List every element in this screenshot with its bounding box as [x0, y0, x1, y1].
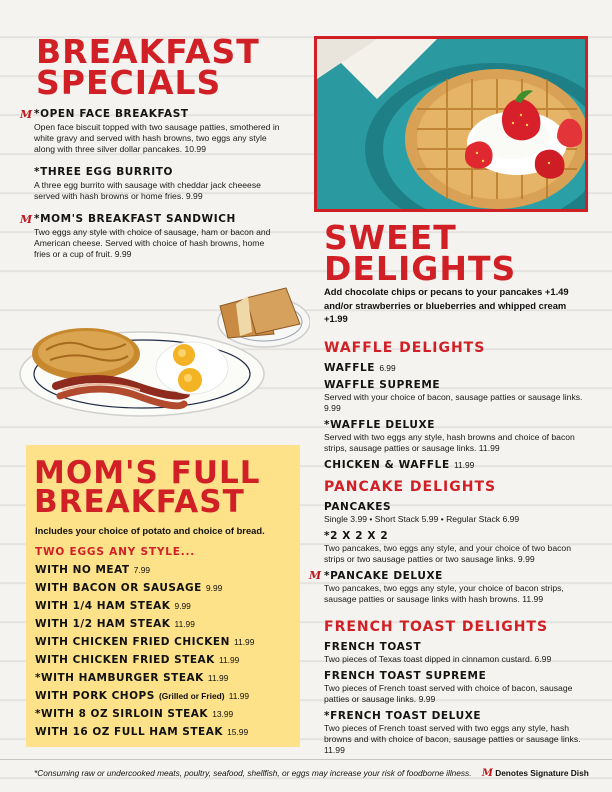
item-name: CHICKEN & WAFFLE [324, 459, 450, 471]
item-price: 11.99 [228, 691, 250, 701]
item-price: 11.99 [218, 655, 240, 665]
item-name: WITH 1/2 HAM STEAK [35, 618, 171, 630]
item-name-line [324, 670, 586, 682]
moms-full-breakfast-title [34, 455, 261, 521]
item-desc: A three egg burrito with sausage with cheddar jack cheeese served with hash browns or home fries. 9.99 [34, 180, 261, 201]
full-breakfast-item [35, 561, 295, 579]
item-desc: Two pancakes, two eggs any style, and your choice of two bacon strips or two sausage patties or two sausage links. 9.99 [324, 543, 571, 564]
waffle-photo [314, 36, 588, 212]
item-name-line [324, 710, 586, 722]
item-name-line [324, 379, 586, 391]
item-price: 15.99 [227, 727, 249, 737]
item-desc: Two pancakes, two eggs any style, your choice of bacon strips, sausage patties or sausage links with hash browns. 11.99 [324, 583, 564, 604]
item-name-line [324, 530, 586, 542]
item-desc: Two pieces of French toast served with two eggs any style, hash browns and with choice of bacon, sausage patties or sausage links. 11.99 [324, 723, 581, 755]
item-name: *FRENCH TOAST DELUXE [324, 710, 482, 722]
item-name: WITH CHICKEN FRIED CHICKEN [35, 636, 230, 648]
title-line: SPECIALS [36, 63, 222, 103]
item-desc: Served with your choice of bacon, sausage patties or sausage links. 9.99 [324, 392, 583, 413]
item-name: WAFFLE SUPREME [324, 379, 441, 391]
menu-item [20, 213, 282, 260]
item-name: WITH 16 OZ FULL HAM STEAK [35, 726, 223, 738]
item-name: *PANCAKE DELUXE [324, 570, 443, 582]
full-breakfast-item [35, 633, 295, 651]
menu-item [324, 419, 586, 454]
item-desc: Served with two eggs any style, hash browns and choice of bacon strips, sausage patties or sausage links. 11.99 [324, 432, 575, 453]
french-toast-delights-heading: FRENCH TOAST DELIGHTS [324, 619, 549, 635]
item-name: *THREE EGG BURRITO [34, 166, 174, 178]
breakfast-specials-title [36, 32, 260, 103]
sweet-delights-intro: Add chocolate chips or pecans to your pancakes +1.49 and/or strawberries or blueberries and whipped cream +1.99 [324, 286, 569, 324]
item-name: *WITH 8 OZ SIRLOIN STEAK [35, 708, 209, 720]
footer-disclaimer: *Consuming raw or undercooked meats, poultry, seafood, shellfish, or eggs may increase your risk of foodborne illness. [34, 768, 472, 778]
item-price: 11.99 [453, 460, 475, 470]
item-name: PANCAKES [324, 501, 392, 513]
item-name: WAFFLE [324, 362, 376, 374]
item-price: 11.99 [234, 637, 255, 647]
menu-item [324, 530, 586, 565]
eggs-heading: TWO EGGS ANY STYLE... [35, 546, 196, 558]
item-price: 9.99 [206, 583, 223, 593]
footer [34, 768, 594, 779]
full-breakfast-list [35, 561, 295, 741]
signature-mark-icon: M [309, 569, 322, 582]
menu-item [324, 379, 586, 414]
footer-signature-text: Denotes Signature Dish [495, 768, 589, 778]
item-name-line [324, 419, 586, 431]
item-desc: Open face biscuit topped with two sausage patties, smothered in white gravy and served with hash browns, two eggs any style along with three silver dollar pancakes. 10.99 [34, 122, 280, 154]
menu-item [324, 501, 586, 525]
item-name: *OPEN FACE BREAKFAST [34, 108, 189, 120]
pancake-delights-heading: PANCAKE DELIGHTS [324, 479, 497, 495]
full-breakfast-item [35, 579, 295, 597]
menu-item [324, 710, 586, 756]
waffle-image [317, 39, 585, 209]
title-line: SWEET [324, 218, 457, 257]
item-name: WITH 1/4 HAM STEAK [35, 600, 171, 612]
item-desc: Single 3.99 • Short Stack 5.99 • Regular Stack 6.99 [324, 514, 520, 524]
item-note: (Grilled or Fried) [158, 691, 225, 701]
full-breakfast-item [35, 705, 295, 723]
breakfast-plate-image [16, 282, 310, 420]
item-name: *2 X 2 X 2 [324, 530, 389, 542]
item-name-line [324, 362, 586, 374]
full-breakfast-item [35, 669, 295, 687]
item-desc: Two eggs any style with choice of sausage, ham or bacon and American cheese. Served with choice of hash browns, home fries or a cup of fruit. 9.99 [34, 227, 271, 259]
item-name: FRENCH TOAST SUPREME [324, 670, 487, 682]
item-name-line [324, 570, 586, 582]
signature-mark-icon: M [20, 213, 33, 226]
title-line: MOM'S FULL [34, 455, 261, 491]
title-line: BREAKFAST [36, 32, 260, 71]
menu-item [309, 569, 586, 605]
item-price: 6.99 [379, 363, 396, 373]
signature-mark-icon: M [20, 108, 33, 121]
sweet-delights-title [324, 218, 517, 289]
menu-item [324, 362, 586, 374]
title-line: DELIGHTS [324, 249, 517, 289]
full-breakfast-item [35, 597, 295, 615]
item-name: WITH PORK CHOPS [35, 690, 155, 702]
menu-item [20, 166, 282, 202]
waffle-delights-list [324, 362, 586, 476]
item-desc: Two pieces of French toast served with choice of bacon, sausage patties or sausage links. 9.99 [324, 683, 573, 704]
moms-full-breakfast-panel [26, 445, 300, 747]
footer-divider [0, 759, 612, 760]
item-price: 7.99 [133, 565, 151, 575]
full-breakfast-item [35, 723, 295, 741]
signature-mark-icon: M [481, 768, 493, 779]
waffle-delights-heading: WAFFLE DELIGHTS [324, 340, 486, 356]
menu-item [20, 108, 282, 155]
menu-item [324, 459, 586, 471]
french-toast-delights-list [324, 641, 586, 761]
item-name: WITH NO MEAT [35, 564, 130, 576]
item-name-line [324, 459, 586, 471]
item-name: *WITH HAMBURGER STEAK [35, 672, 204, 684]
item-name: WITH CHICKEN FRIED STEAK [35, 654, 215, 666]
menu-item [324, 670, 586, 705]
breakfast-specials-list [20, 108, 282, 260]
item-price: 9.99 [174, 601, 191, 611]
item-name-line [324, 641, 586, 653]
pancake-delights-list [309, 501, 586, 610]
item-price: 11.99 [207, 673, 229, 683]
subtitle: Includes your choice of potato and choice of bread. [35, 525, 265, 536]
item-price: 11.99 [174, 619, 195, 629]
item-name: FRENCH TOAST [324, 641, 422, 653]
item-name-line [324, 501, 586, 513]
item-desc: Two pieces of Texas toast dipped in cinnamon custard. 6.99 [324, 654, 552, 664]
item-name: *WAFFLE DELUXE [324, 419, 435, 431]
full-breakfast-item [35, 651, 295, 669]
full-breakfast-item [35, 687, 295, 705]
item-name: *MOM'S BREAKFAST SANDWICH [34, 213, 236, 225]
item-price: 13.99 [212, 709, 234, 719]
item-name: WITH BACON OR SAUSAGE [35, 582, 202, 594]
menu-item [324, 641, 586, 665]
title-line: BREAKFAST [34, 484, 245, 521]
full-breakfast-item [35, 615, 295, 633]
